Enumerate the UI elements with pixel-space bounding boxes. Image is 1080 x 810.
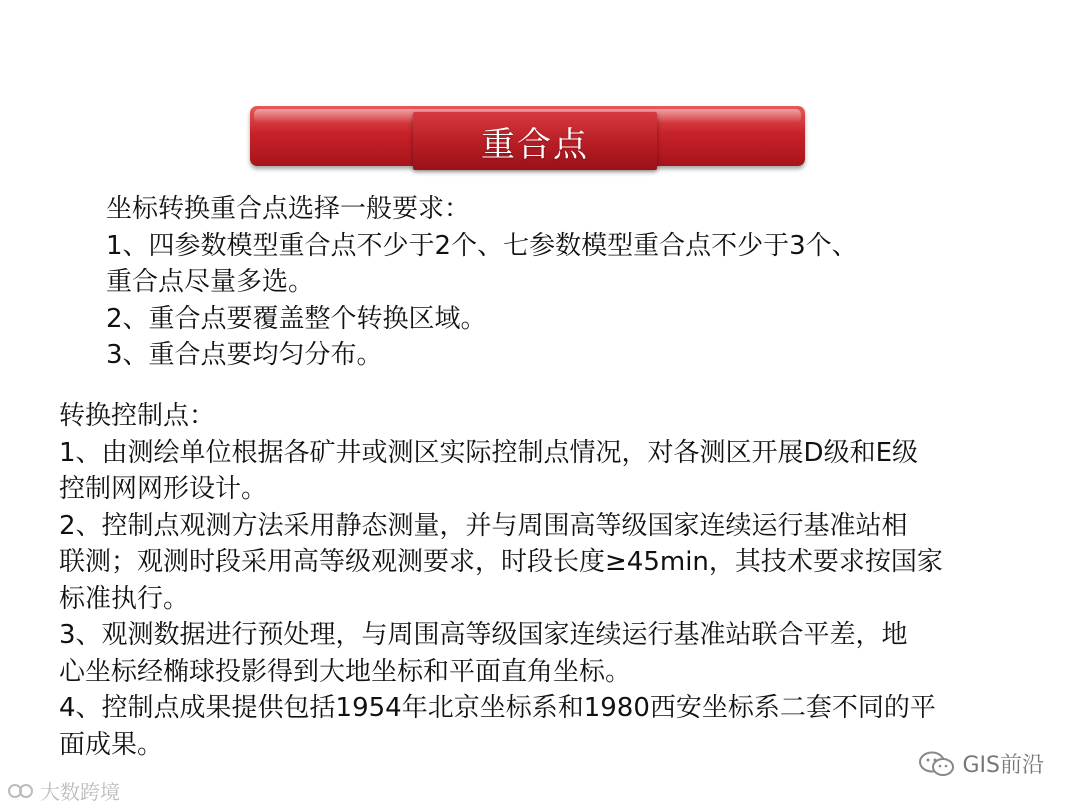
text-line: 标准执行。 [59,583,190,614]
watermark-gis-text: GIS前沿 [962,753,1044,778]
text-line: 3、重合点要均匀分布。 [106,340,383,370]
overlap-points-section [106,191,858,374]
text-line: 3、观测数据进行预处理，与周围高等级国家连续运行基准站联合平差，地 [59,620,908,650]
text-line: 1、四参数模型重合点不少于2个、七参数模型重合点不少于3个、 [106,230,858,261]
text-line: 1、由测绘单位根据各矿井或测区实际控制点情况，对各测区开展D级和E级 [59,437,918,468]
text-line: 转换控制点： [59,401,216,431]
brand-logo-icon [6,781,36,801]
watermark-brand-text: 大数跨境 [40,780,120,804]
text-line: 心坐标经椭球投影得到大地坐标和平面直角坐标。 [59,656,632,687]
text-line: 联测；观测时段采用高等级观测要求，时段长度≥45min，其技术要求按国家 [59,547,943,577]
text-line: 坐标转换重合点选择一般要求： [106,194,471,224]
text-line: 2、重合点要覆盖整个转换区域。 [106,303,487,334]
watermark-brand [6,776,120,805]
text-line: 2、控制点观测方法采用静态测量，并与周围高等级国家连续运行基准站相 [59,510,908,541]
text-line: 面成果。 [59,729,164,760]
page-title: 重合点 [481,124,589,165]
text-line: 4、控制点成果提供包括1954年北京坐标系和1980西安坐标系二套不同的平 [59,693,936,723]
watermark-gis [918,748,1044,779]
wechat-icon [918,750,956,778]
control-points-section [59,398,943,763]
text-line: 重合点尽量多选。 [106,267,315,297]
text-line: 控制网网形设计。 [59,474,268,504]
